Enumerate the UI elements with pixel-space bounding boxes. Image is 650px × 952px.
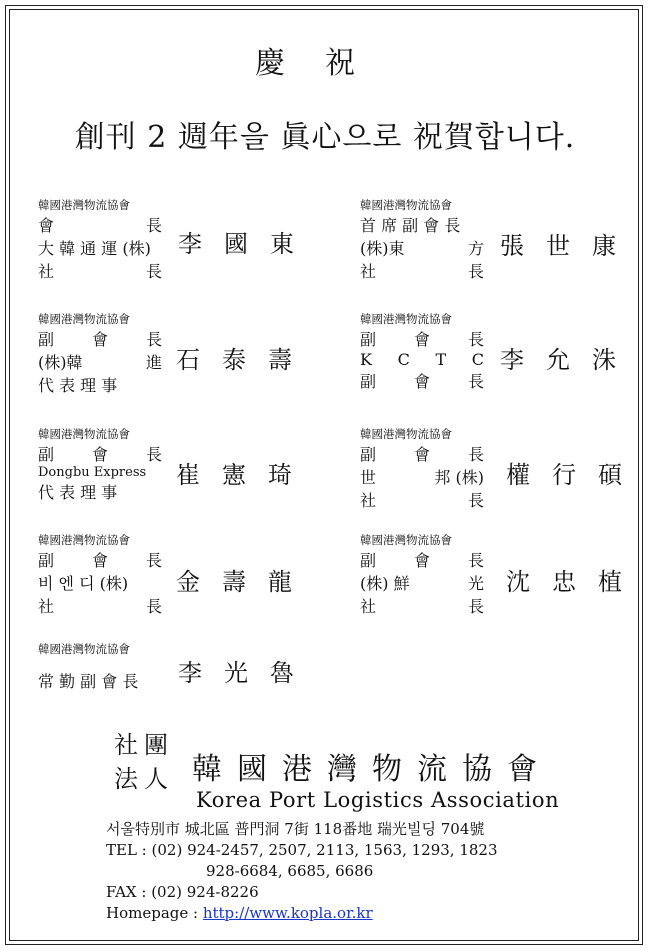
- entry-line: Dongbu Express: [38, 465, 147, 480]
- entry-line: 社 長: [38, 597, 162, 616]
- person-name: 沈忠植: [506, 568, 644, 596]
- entry-line: 社 長: [38, 262, 162, 281]
- tel-line: TEL : (02) 924-2457, 2507, 2113, 1563, 1293, 1823: [106, 841, 498, 859]
- entry-block: [360, 532, 484, 617]
- entry-line: 首 席 副 會 長: [360, 216, 461, 235]
- entry-line: 社 長: [360, 597, 484, 616]
- org-name: 韓國港灣物流協會: [38, 427, 130, 441]
- congratulation-message: 創刊 2 週年을 眞心으로 祝賀합니다.: [74, 120, 576, 155]
- org-name: 韓國港灣物流協會: [360, 533, 452, 547]
- entry-line: 代 表 理 事: [38, 376, 118, 395]
- homepage-line: [106, 903, 498, 924]
- person-name: 張世康: [500, 232, 638, 260]
- person-name: 金壽龍: [176, 568, 314, 596]
- org-name: 韓國港灣物流協會: [38, 312, 130, 326]
- entry-line: 代 表 理 事: [38, 483, 118, 502]
- entry-line: (株)韓 進: [38, 353, 162, 372]
- entry-line: 副 會 長: [360, 551, 484, 570]
- entry-block: [38, 197, 162, 282]
- contact-info: [106, 819, 498, 924]
- person-name: 李允洙: [500, 346, 638, 374]
- entry-line: 社 長: [360, 262, 484, 281]
- org-name: 韓國港灣物流協會: [360, 427, 452, 441]
- org-name: 韓國港灣物流協會: [38, 533, 130, 547]
- association-name: 韓國港灣物流協會: [192, 752, 552, 787]
- entry-line: K C T C: [360, 350, 484, 369]
- entry-block: [360, 426, 484, 511]
- entry-block: [360, 197, 484, 282]
- person-name: 石泰壽: [176, 346, 314, 374]
- entry-line: (株) 鮮 光: [360, 574, 484, 593]
- person-name: 崔憲琦: [176, 461, 314, 489]
- entry-line: 常 勤 副 會 長: [38, 672, 139, 691]
- entry-line: 副 會 長: [38, 445, 162, 464]
- entry-line: 비 엔 디 (株): [38, 574, 129, 593]
- entry-block: [38, 311, 162, 396]
- association-name-english: Korea Port Logistics Association: [196, 788, 560, 812]
- entry-line: (株)東 方: [360, 239, 484, 258]
- entry-block: [38, 532, 162, 617]
- address-line: 서울特別市 城北區 普門洞 7街 118番地 瑞光빌딩 704號: [106, 820, 485, 838]
- entry-block: [38, 641, 162, 692]
- entry-block: [38, 426, 162, 503]
- homepage-link[interactable]: http://www.kopla.or.kr: [202, 904, 373, 922]
- entry-line: 副 會 長: [360, 372, 484, 391]
- tel-line-continued: 928-6684, 6685, 6686: [206, 862, 374, 880]
- org-name: 韓國港灣物流協會: [38, 642, 130, 656]
- entry-line: 社 長: [360, 491, 484, 510]
- person-name: 權行碩: [506, 461, 644, 489]
- entry-line: 大 韓 通 運 (株): [38, 239, 151, 258]
- entry-line: 會 長: [38, 216, 162, 235]
- org-name: 韓國港灣物流協會: [38, 198, 130, 212]
- entry-block: [360, 311, 484, 392]
- org-name: 韓國港灣物流協會: [360, 312, 452, 326]
- entry-line: 副 會 長: [38, 551, 162, 570]
- person-name: 李國東: [178, 230, 316, 258]
- entry-line: 副 會 長: [360, 445, 484, 464]
- person-name: 李光魯: [178, 659, 316, 687]
- fax-line: FAX : (02) 924-8226: [106, 883, 259, 901]
- entry-line: 副 會 長: [360, 330, 484, 349]
- entry-line: 世 邦 (株): [360, 468, 484, 487]
- headline-congratulations: 慶祝: [255, 46, 395, 81]
- association-type: 社團 法人: [114, 731, 174, 793]
- homepage-label: Homepage :: [106, 904, 203, 922]
- org-name: 韓國港灣物流協會: [360, 198, 452, 212]
- entry-line: 副 會 長: [38, 330, 162, 349]
